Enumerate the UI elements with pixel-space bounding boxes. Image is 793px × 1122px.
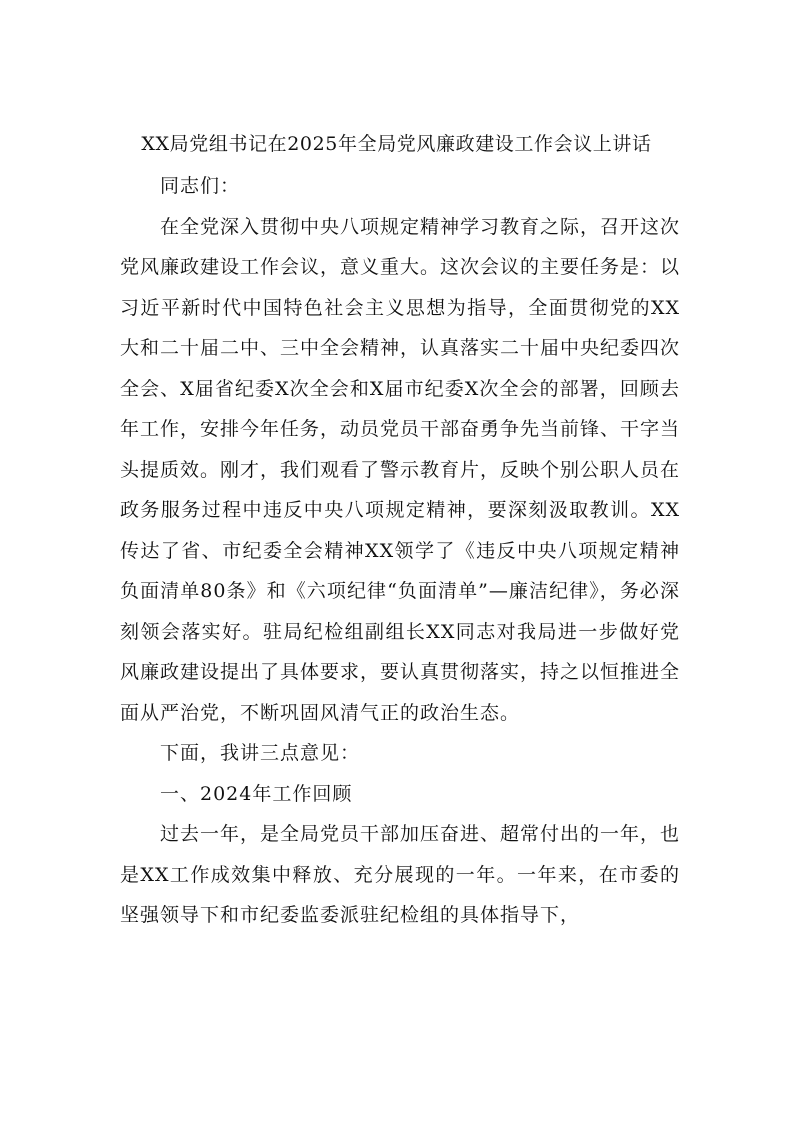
section-heading: 一、2024年工作回顾 [160,782,353,805]
document-title: XX局党组书记在2025年全局党风廉政建设工作会议上讲话 [141,133,652,155]
salutation-paragraph: 同志们： [160,175,241,197]
review-paragraph: 过去一年，是全局党员干部加压奋进、超常付出的一年，也是XX工作成效集中释放、充分展现的一年。一年来，在市委的坚强领导下和市纪委监委派驻纪检组的具体指导下， [120,823,681,926]
intro-paragraph: 在全党深入贯彻中央八项规定精神学习教育之际，召开这次党风廉政建设工作会议，意义重大。这次会议的主要任务是：以习近平新时代中国特色社会主义思想为指导，全面贯彻党的XX大和二十届二中、三中全会精神，认真落实二十届中央纪委四次全会、X届省纪委X次全会和X届市纪委X次全会的部署，回顾去年工作，安排今年任务，动员党员干部奋勇争先当前锋、干字当头提质效。刚才，我们观看了警示教育片，反映个别公职人员在政务服务过程中违反中央八项规定精神，要深刻汲取教训。XX传达了省、市纪委全会精神XX领学了《违反中央八项规定精神负面清单80条》和《六项纪律“负面清单”—廉洁纪律》，务必深刻领会落实好。驻局纪检组副组长XX同志对我局进一步做好党风廉政建设提出了具体要求，要认真贯彻落实，持之以恒推进全面从严治党，不断巩固风清气正的政治生态。 [120,215,681,724]
outline-paragraph: 下面，我讲三点意见： [160,742,361,764]
document-body [120,166,680,936]
